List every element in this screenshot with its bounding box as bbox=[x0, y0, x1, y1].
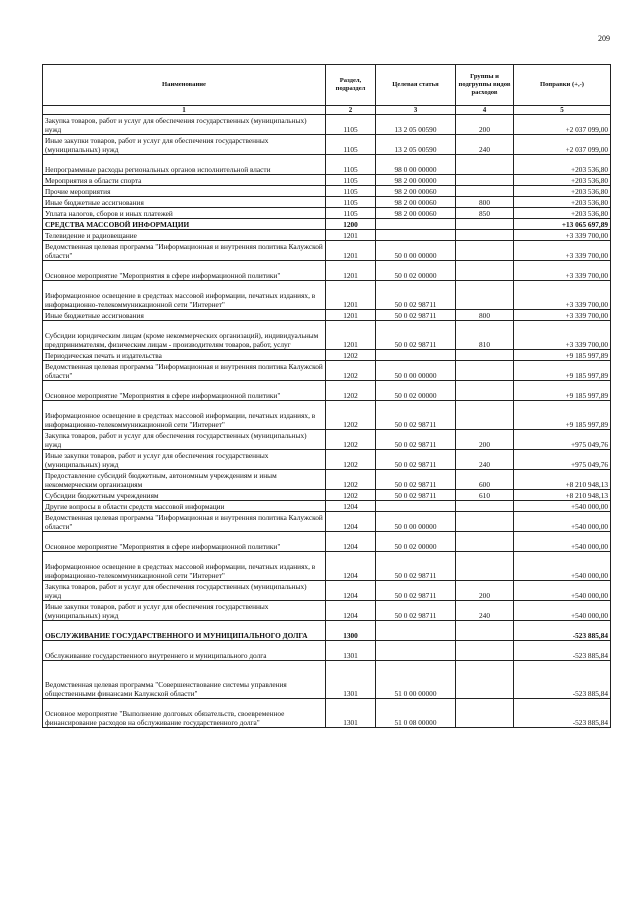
row-section: 1105 bbox=[326, 186, 376, 197]
row-target-article: 50 0 02 98711 bbox=[376, 401, 456, 430]
row-amendment-amount: +975 049,76 bbox=[514, 430, 611, 450]
row-amendment-amount: +203 536,80 bbox=[514, 155, 611, 175]
column-number-row bbox=[43, 106, 611, 115]
row-target-article bbox=[376, 230, 456, 241]
table-row bbox=[43, 381, 611, 401]
row-target-article: 50 0 02 98711 bbox=[376, 470, 456, 490]
row-section: 1301 bbox=[326, 699, 376, 728]
row-amendment-amount: -523 885,84 bbox=[514, 661, 611, 699]
row-amendment-amount: +203 536,80 bbox=[514, 197, 611, 208]
row-name: Закупка товаров, работ и услуг для обеспечения государственных (муниципальных) нужд bbox=[43, 115, 326, 135]
row-name: Субсидии юридическим лицам (кроме некоммерческих организаций), индивидуальным предпринимателям, физическим лицам - производителям товаров, работ, услуг bbox=[43, 321, 326, 350]
row-name: Прочие мероприятия bbox=[43, 186, 326, 197]
row-section: 1105 bbox=[326, 208, 376, 219]
row-section: 1201 bbox=[326, 261, 376, 281]
row-name: Информационное освещение в средствах массовой информации, печатных изданиях, в информационно-телекоммуникационной сети "Интернет" bbox=[43, 281, 326, 310]
row-section: 1202 bbox=[326, 450, 376, 470]
row-expense-group bbox=[456, 552, 514, 581]
table-row bbox=[43, 261, 611, 281]
row-section: 1201 bbox=[326, 310, 376, 321]
table-row bbox=[43, 699, 611, 728]
header-name: Наименование bbox=[43, 65, 326, 106]
row-name: Информационное освещение в средствах массовой информации, печатных изданиях, в информационно-телекоммуникационной сети "Интернет" bbox=[43, 552, 326, 581]
row-expense-group bbox=[456, 241, 514, 261]
row-section: 1202 bbox=[326, 401, 376, 430]
table-row bbox=[43, 350, 611, 361]
row-name: Ведомственная целевая программа "Информационная и внутренняя политика Калужской области" bbox=[43, 361, 326, 381]
row-section: 1105 bbox=[326, 155, 376, 175]
table-row bbox=[43, 450, 611, 470]
row-name: Мероприятия в области спорта bbox=[43, 175, 326, 186]
row-expense-group bbox=[456, 350, 514, 361]
row-section: 1204 bbox=[326, 532, 376, 552]
row-target-article: 50 0 02 98711 bbox=[376, 310, 456, 321]
table-row bbox=[43, 641, 611, 661]
row-target-article: 98 0 00 00000 bbox=[376, 155, 456, 175]
row-target-article bbox=[376, 501, 456, 512]
row-expense-group: 200 bbox=[456, 115, 514, 135]
row-target-article: 50 0 02 00000 bbox=[376, 261, 456, 281]
header-target: Целевая статья bbox=[376, 65, 456, 106]
table-row bbox=[43, 552, 611, 581]
row-name: Основное мероприятие "Выполнение долговых обязательств, своевременное финансирование расходов на обслуживание государственного долга" bbox=[43, 699, 326, 728]
row-name: Непрограммные расходы региональных органов исполнительной власти bbox=[43, 155, 326, 175]
row-name: Ведомственная целевая программа "Информационная и внутренняя политика Калужской области" bbox=[43, 241, 326, 261]
column-number: 4 bbox=[456, 106, 514, 115]
row-section: 1204 bbox=[326, 512, 376, 532]
row-expense-group: 240 bbox=[456, 135, 514, 155]
row-target-article: 98 2 00 00060 bbox=[376, 186, 456, 197]
table-row bbox=[43, 197, 611, 208]
table-row bbox=[43, 601, 611, 621]
row-amendment-amount: +9 185 997,89 bbox=[514, 381, 611, 401]
row-name: СРЕДСТВА МАССОВОЙ ИНФОРМАЦИИ bbox=[43, 219, 326, 230]
row-section: 1202 bbox=[326, 361, 376, 381]
row-target-article: 51 0 00 00000 bbox=[376, 661, 456, 699]
row-amendment-amount: +540 000,00 bbox=[514, 501, 611, 512]
row-target-article: 50 0 02 98711 bbox=[376, 552, 456, 581]
row-target-article: 50 0 00 00000 bbox=[376, 241, 456, 261]
row-amendment-amount: +2 037 099,00 bbox=[514, 115, 611, 135]
row-section: 1204 bbox=[326, 581, 376, 601]
row-name: Иные бюджетные ассигнования bbox=[43, 197, 326, 208]
table-row bbox=[43, 361, 611, 381]
row-amendment-amount: +540 000,00 bbox=[514, 581, 611, 601]
table-row bbox=[43, 430, 611, 450]
row-amendment-amount: +9 185 997,89 bbox=[514, 401, 611, 430]
column-number: 5 bbox=[514, 106, 611, 115]
table-row bbox=[43, 310, 611, 321]
row-expense-group bbox=[456, 699, 514, 728]
row-amendment-amount: +9 185 997,89 bbox=[514, 350, 611, 361]
row-amendment-amount: +8 210 948,13 bbox=[514, 490, 611, 501]
row-name: Иные закупки товаров, работ и услуг для обеспечения государственных (муниципальных) нужд bbox=[43, 450, 326, 470]
row-expense-group bbox=[456, 175, 514, 186]
row-amendment-amount: +13 065 697,89 bbox=[514, 219, 611, 230]
row-expense-group bbox=[456, 661, 514, 699]
column-number: 3 bbox=[376, 106, 456, 115]
row-section: 1201 bbox=[326, 230, 376, 241]
header-section: Раздел, подраздел bbox=[326, 65, 376, 106]
row-target-article: 50 0 02 98711 bbox=[376, 490, 456, 501]
row-expense-group bbox=[456, 381, 514, 401]
row-target-article: 98 2 00 00060 bbox=[376, 208, 456, 219]
table-row bbox=[43, 581, 611, 601]
table-row bbox=[43, 490, 611, 501]
table-row bbox=[43, 186, 611, 197]
row-target-article bbox=[376, 641, 456, 661]
header-row bbox=[43, 65, 611, 106]
row-section: 1204 bbox=[326, 601, 376, 621]
row-amendment-amount: +540 000,00 bbox=[514, 512, 611, 532]
row-section: 1202 bbox=[326, 350, 376, 361]
row-amendment-amount: +2 037 099,00 bbox=[514, 135, 611, 155]
header-amendment: Поправки (+,-) bbox=[514, 65, 611, 106]
row-name: Основное мероприятие "Мероприятия в сфере информационной политики" bbox=[43, 532, 326, 552]
row-expense-group: 800 bbox=[456, 197, 514, 208]
row-section: 1202 bbox=[326, 430, 376, 450]
row-target-article: 50 0 02 98711 bbox=[376, 281, 456, 310]
row-target-article bbox=[376, 350, 456, 361]
row-target-article: 50 0 02 98711 bbox=[376, 450, 456, 470]
row-amendment-amount: +3 339 700,00 bbox=[514, 261, 611, 281]
row-target-article bbox=[376, 621, 456, 641]
row-name: Телевидение и радиовещание bbox=[43, 230, 326, 241]
row-section: 1200 bbox=[326, 219, 376, 230]
header-group: Группы и подгруппы видов расходов bbox=[456, 65, 514, 106]
row-name: Иные закупки товаров, работ и услуг для обеспечения государственных (муниципальных) нужд bbox=[43, 601, 326, 621]
row-section: 1105 bbox=[326, 175, 376, 186]
table-row bbox=[43, 501, 611, 512]
row-expense-group: 850 bbox=[456, 208, 514, 219]
row-section: 1202 bbox=[326, 381, 376, 401]
table-row bbox=[43, 512, 611, 532]
row-section: 1201 bbox=[326, 241, 376, 261]
column-number: 2 bbox=[326, 106, 376, 115]
row-target-article: 13 2 05 00590 bbox=[376, 135, 456, 155]
row-expense-group: 240 bbox=[456, 450, 514, 470]
table-row bbox=[43, 621, 611, 641]
row-section: 1204 bbox=[326, 552, 376, 581]
row-amendment-amount: +203 536,80 bbox=[514, 186, 611, 197]
row-amendment-amount: +3 339 700,00 bbox=[514, 241, 611, 261]
row-name: Субсидии бюджетным учреждениям bbox=[43, 490, 326, 501]
row-amendment-amount: +540 000,00 bbox=[514, 532, 611, 552]
row-amendment-amount: +3 339 700,00 bbox=[514, 230, 611, 241]
row-section: 1105 bbox=[326, 135, 376, 155]
row-target-article: 50 0 00 00000 bbox=[376, 361, 456, 381]
table-row bbox=[43, 321, 611, 350]
table-row bbox=[43, 219, 611, 230]
row-expense-group bbox=[456, 501, 514, 512]
row-section: 1301 bbox=[326, 641, 376, 661]
table-row bbox=[43, 175, 611, 186]
table-row bbox=[43, 532, 611, 552]
row-name: Периодическая печать и издательства bbox=[43, 350, 326, 361]
row-section: 1201 bbox=[326, 281, 376, 310]
row-section: 1202 bbox=[326, 470, 376, 490]
row-name: Закупка товаров, работ и услуг для обеспечения государственных (муниципальных) нужд bbox=[43, 430, 326, 450]
row-section: 1105 bbox=[326, 115, 376, 135]
row-name: Ведомственная целевая программа "Совершенствование системы управления общественными финансами Калужской области" bbox=[43, 661, 326, 699]
table-row bbox=[43, 281, 611, 310]
table-row bbox=[43, 208, 611, 219]
table-row bbox=[43, 241, 611, 261]
row-expense-group: 810 bbox=[456, 321, 514, 350]
row-name: Иные бюджетные ассигнования bbox=[43, 310, 326, 321]
row-section: 1201 bbox=[326, 321, 376, 350]
row-target-article: 98 2 00 00060 bbox=[376, 197, 456, 208]
row-amendment-amount: -523 885,84 bbox=[514, 621, 611, 641]
table-row bbox=[43, 401, 611, 430]
row-expense-group bbox=[456, 281, 514, 310]
row-amendment-amount: +3 339 700,00 bbox=[514, 310, 611, 321]
row-name: Другие вопросы в области средств массовой информации bbox=[43, 501, 326, 512]
row-expense-group bbox=[456, 261, 514, 281]
row-name: ОБСЛУЖИВАНИЕ ГОСУДАРСТВЕННОГО И МУНИЦИПАЛЬНОГО ДОЛГА bbox=[43, 621, 326, 641]
row-amendment-amount: +203 536,80 bbox=[514, 208, 611, 219]
row-target-article: 50 0 00 00000 bbox=[376, 512, 456, 532]
table-row bbox=[43, 661, 611, 699]
table-body bbox=[43, 115, 611, 728]
row-target-article: 50 0 02 00000 bbox=[376, 532, 456, 552]
row-amendment-amount: -523 885,84 bbox=[514, 699, 611, 728]
row-amendment-amount: +3 339 700,00 bbox=[514, 321, 611, 350]
row-target-article: 98 2 00 00000 bbox=[376, 175, 456, 186]
table-row bbox=[43, 230, 611, 241]
row-name: Обслуживание государственного внутреннего и муниципального долга bbox=[43, 641, 326, 661]
table-row bbox=[43, 135, 611, 155]
row-target-article: 50 0 02 98711 bbox=[376, 581, 456, 601]
row-target-article: 50 0 02 98711 bbox=[376, 321, 456, 350]
row-expense-group bbox=[456, 155, 514, 175]
row-name: Основное мероприятие "Мероприятия в сфере информационной политики" bbox=[43, 261, 326, 281]
row-expense-group: 600 bbox=[456, 470, 514, 490]
row-expense-group bbox=[456, 621, 514, 641]
row-expense-group bbox=[456, 361, 514, 381]
page-number: 209 bbox=[598, 34, 610, 43]
row-amendment-amount: +8 210 948,13 bbox=[514, 470, 611, 490]
row-target-article: 50 0 02 98711 bbox=[376, 601, 456, 621]
row-amendment-amount: +975 049,76 bbox=[514, 450, 611, 470]
column-number: 1 bbox=[43, 106, 326, 115]
row-amendment-amount: +203 536,80 bbox=[514, 175, 611, 186]
row-expense-group: 610 bbox=[456, 490, 514, 501]
row-section: 1300 bbox=[326, 621, 376, 641]
row-section: 1204 bbox=[326, 501, 376, 512]
row-target-article: 50 0 02 98711 bbox=[376, 430, 456, 450]
row-target-article: 50 0 02 00000 bbox=[376, 381, 456, 401]
row-expense-group bbox=[456, 230, 514, 241]
row-section: 1301 bbox=[326, 661, 376, 699]
row-section: 1105 bbox=[326, 197, 376, 208]
row-amendment-amount: +540 000,00 bbox=[514, 552, 611, 581]
row-expense-group bbox=[456, 219, 514, 230]
row-amendment-amount: +9 185 997,89 bbox=[514, 361, 611, 381]
row-expense-group bbox=[456, 641, 514, 661]
row-expense-group bbox=[456, 532, 514, 552]
row-expense-group bbox=[456, 186, 514, 197]
row-name: Предоставление субсидий бюджетным, автономным учреждениям и иным некоммерческим организациям bbox=[43, 470, 326, 490]
table-row bbox=[43, 155, 611, 175]
row-amendment-amount: +540 000,00 bbox=[514, 601, 611, 621]
table-row bbox=[43, 115, 611, 135]
row-name: Основное мероприятие "Мероприятия в сфере информационной политики" bbox=[43, 381, 326, 401]
row-name: Информационное освещение в средствах массовой информации, печатных изданиях, в информационно-телекоммуникационной сети "Интернет" bbox=[43, 401, 326, 430]
row-name: Закупка товаров, работ и услуг для обеспечения государственных (муниципальных) нужд bbox=[43, 581, 326, 601]
row-expense-group: 240 bbox=[456, 601, 514, 621]
budget-table bbox=[42, 64, 611, 728]
row-name: Уплата налогов, сборов и иных платежей bbox=[43, 208, 326, 219]
row-name: Иные закупки товаров, работ и услуг для обеспечения государственных (муниципальных) нужд bbox=[43, 135, 326, 155]
row-expense-group: 200 bbox=[456, 430, 514, 450]
row-target-article bbox=[376, 219, 456, 230]
row-amendment-amount: +3 339 700,00 bbox=[514, 281, 611, 310]
row-expense-group: 200 bbox=[456, 581, 514, 601]
row-target-article: 51 0 08 00000 bbox=[376, 699, 456, 728]
table-row bbox=[43, 470, 611, 490]
row-expense-group bbox=[456, 401, 514, 430]
row-expense-group: 800 bbox=[456, 310, 514, 321]
row-section: 1202 bbox=[326, 490, 376, 501]
row-target-article: 13 2 05 00590 bbox=[376, 115, 456, 135]
row-amendment-amount: -523 885,84 bbox=[514, 641, 611, 661]
row-name: Ведомственная целевая программа "Информационная и внутренняя политика Калужской области" bbox=[43, 512, 326, 532]
row-expense-group bbox=[456, 512, 514, 532]
